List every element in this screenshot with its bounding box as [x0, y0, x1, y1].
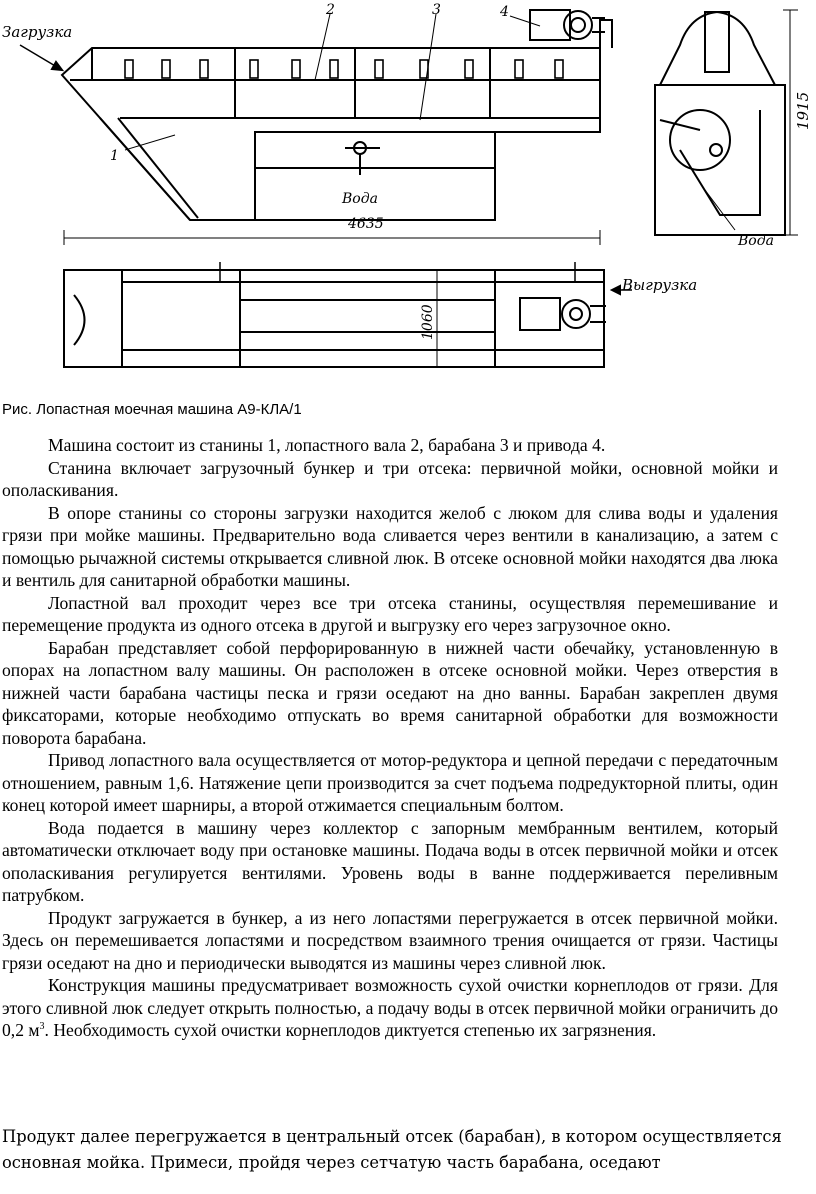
- side-view: [20, 10, 612, 245]
- paragraph-part: . Необходимость сухой очистки корнеплодов диктуется степенью их загрязнения.: [44, 1020, 657, 1040]
- paragraph: Лопастной вал проходит через все три отсека станины, осуществляя перемешивание и перемещение продукта из одного отсека в другой и выгрузку его через загрузочное окно.: [2, 592, 778, 635]
- machine-drawing: [0, 0, 816, 385]
- label-length: 4635: [348, 216, 384, 232]
- figure-caption: Рис. Лопастная моечная машина А9-КЛА/1: [2, 401, 302, 418]
- label-part-4: 4: [500, 4, 509, 20]
- tail-line: основная мойка. Примеси, пройдя через сетчатую часть барабана, оседают: [2, 1153, 661, 1172]
- tail-line: Продукт далее перегружается в центральный отсек (барабан), в котором осуществляется: [2, 1127, 782, 1146]
- body-text: [2, 434, 778, 1042]
- drawing-svg: [0, 0, 816, 385]
- paragraph-part: Конструкция машины предусматривает возможность сухой очистки корнеплодов от грязи. Для этого сливной люк следует открыть полностью, а подачу воды в отсек первичной мойки ограничить до 0,2 м: [2, 975, 778, 1040]
- plan-view: [64, 262, 632, 367]
- paragraph: Станина включает загрузочный бункер и три отсека: первичной мойки, основной мойки и ополаскивания.: [2, 457, 778, 500]
- paragraph: Машина состоит из станины 1, лопастного вала 2, барабана 3 и привода 4.: [48, 435, 606, 455]
- paragraph: В опоре станины со стороны загрузки находится желоб с люком для слива воды и удаления грязи при мойке машины. Предварительно вода сливается через вентили в канализацию, а затем с помощью рычажной системы открывается сливной люк. В отсеке основной мойки находятся два люка и вентиль для санитарной обработки машины.: [2, 502, 778, 590]
- label-load: Загрузка: [2, 23, 73, 41]
- superscript: 3: [39, 1021, 45, 1033]
- label-unload: Выгрузка: [622, 276, 698, 294]
- label-part-1: 1: [110, 148, 119, 164]
- tail-text: [2, 1124, 792, 1176]
- paragraph-dry-cleaning: [2, 974, 778, 1042]
- label-water-main: Вода: [342, 191, 378, 207]
- paragraph: Привод лопастного вала осуществляется от мотор-редуктора и цепной передачи с передаточным отношением, равным 1,6. Натяжение цепи производится за счет подъема подредукторной плиты, один конец которой имеет шарниры, а второй отжимается специальным болтом.: [2, 750, 778, 815]
- label-part-3: 3: [432, 2, 441, 18]
- paragraph: Вода подается в машину через коллектор с запорным мембранным вентилем, который автоматически отключает воду при остановке машины. Подача воды в отсек первичной мойки и отсек ополаскивания регулируется вентилями. Уровень воды в ванне поддерживается переливным патрубком.: [2, 817, 778, 905]
- label-part-2: 2: [326, 2, 335, 18]
- label-height: 1915: [794, 91, 812, 130]
- paragraph: Барабан представляет собой перфорированную в нижней части обечайку, установленную в опорах на лопастном валу машины. Он расположен в отсеке основной мойки. Через отверстия в нижней части барабана частицы песка и грязи оседают на дно ванны. Барабан закреплен двумя фиксаторами, которые необходимо отпускать во время санитарной обработки для возможности поворота барабана.: [2, 637, 778, 748]
- label-water-side: Вода: [738, 233, 774, 249]
- label-width: 1060: [420, 304, 436, 340]
- end-view: [655, 10, 798, 235]
- paragraph: Продукт загружается в бункер, а из него лопастями перегружается в отсек первичной мойки. Здесь он перемешивается лопастями и посредством взаимного трения очищается от грязи. Частицы грязи оседают на дно и периодически выводятся из машины через сливной люк.: [2, 907, 778, 973]
